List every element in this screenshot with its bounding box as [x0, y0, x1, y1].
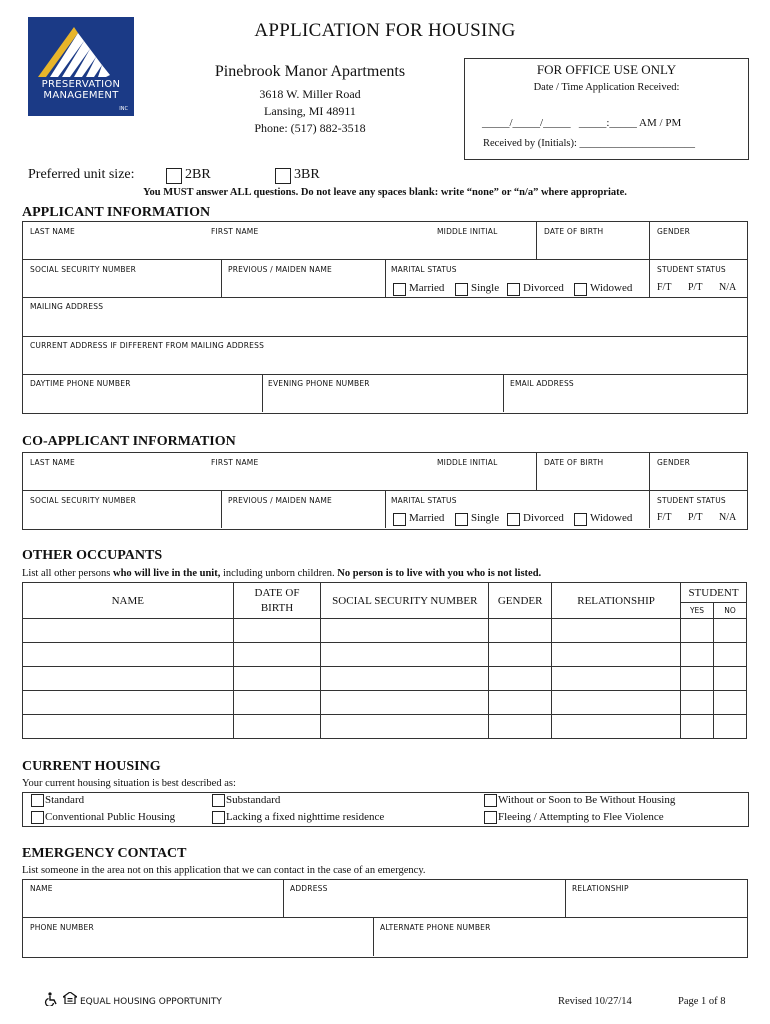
occupants-intro-a: List all other persons — [22, 568, 113, 579]
equal-housing-icon — [63, 992, 77, 1004]
emergency-intro: List someone in the area not on this application that we can contact in the case of an emergency. — [22, 865, 426, 876]
applicant-mailing-label: MAILING ADDRESS — [30, 302, 104, 311]
occupants-row[interactable] — [23, 691, 747, 715]
applicant-student-ft[interactable]: F/T — [657, 282, 672, 293]
coapplicant-ssn-label: SOCIAL SECURITY NUMBER — [30, 496, 137, 505]
housing-conventional-checkbox[interactable] — [31, 811, 44, 824]
occupants-col-name: NAME — [23, 583, 234, 619]
housing-substandard-checkbox[interactable] — [212, 794, 225, 807]
page-title: APPLICATION FOR HOUSING — [254, 20, 516, 41]
occupants-col-dob-line1: DATE OF — [254, 586, 300, 599]
applicant-last-name-label: LAST NAME — [30, 227, 75, 236]
housing-standard-checkbox[interactable] — [31, 794, 44, 807]
occupants-intro-c: including unborn children. — [220, 568, 338, 579]
housing-fleeing-label: Fleeing / Attempting to Flee Violence — [498, 811, 664, 823]
applicant-middle-initial-label: MIDDLE INITIAL — [437, 227, 498, 236]
applicant-student-na[interactable]: N/A — [719, 282, 737, 293]
office-date-label: Date / Time Application Received: — [533, 82, 680, 93]
occupants-row[interactable] — [23, 715, 747, 739]
housing-without-label: Without or Soon to Be Without Housing — [498, 794, 676, 806]
revised-date: Revised 10/27/14 — [558, 996, 632, 1007]
applicant-section-title: APPLICANT INFORMATION — [22, 205, 211, 220]
housing-standard-label: Standard — [45, 794, 85, 806]
applicant-student-label: STUDENT STATUS — [657, 265, 726, 274]
coapplicant-widowed-checkbox[interactable] — [574, 513, 587, 526]
occupants-intro-b: who will live in the unit, — [112, 568, 221, 579]
coapplicant-marital-label: MARITAL STATUS — [391, 496, 457, 505]
housing-without-checkbox[interactable] — [484, 794, 497, 807]
coapplicant-last-name-label: LAST NAME — [30, 458, 75, 467]
applicant-eve-phone-label: EVENING PHONE NUMBER — [268, 379, 370, 388]
applicant-dob-label: DATE OF BIRTH — [544, 227, 604, 236]
emergency-relationship-label: RELATIONSHIP — [572, 884, 629, 893]
housing-lacking-label: Lacking a fixed nighttime residence — [226, 811, 385, 823]
office-use-title: FOR OFFICE USE ONLY — [536, 62, 677, 77]
coapplicant-gender-label: GENDER — [657, 458, 691, 467]
coapplicant-single-checkbox[interactable] — [455, 513, 468, 526]
emergency-form-box — [22, 879, 748, 958]
property-address-1: 3618 W. Miller Road — [259, 87, 361, 101]
housing-lacking-checkbox[interactable] — [212, 811, 225, 824]
property-name: Pinebrook Manor Apartments — [214, 63, 406, 80]
occupants-col-yes: YES — [681, 603, 714, 619]
occupants-col-no: NO — [713, 603, 746, 619]
logo-line3: INC — [119, 106, 128, 112]
applicant-prev-name-label: PREVIOUS / MAIDEN NAME — [228, 265, 332, 274]
occupants-col-ssn: SOCIAL SECURITY NUMBER — [321, 583, 489, 619]
coapplicant-dob-label: DATE OF BIRTH — [544, 458, 604, 467]
unit-2br-label: 2BR — [185, 167, 211, 182]
occupants-section-title: OTHER OCCUPANTS — [22, 548, 163, 563]
coapplicant-middle-initial-label: MIDDLE INITIAL — [437, 458, 498, 467]
applicant-student-pt[interactable]: P/T — [688, 282, 703, 293]
office-date-line[interactable]: _____/_____/_____ _____:_____ AM / PM — [482, 117, 682, 129]
coapplicant-student-na[interactable]: N/A — [719, 512, 737, 523]
coapplicant-divorced-checkbox[interactable] — [507, 513, 520, 526]
housing-fleeing-checkbox[interactable] — [484, 811, 497, 824]
applicant-email-label: EMAIL ADDRESS — [510, 379, 574, 388]
emergency-alt-phone-label: ALTERNATE PHONE NUMBER — [380, 923, 491, 932]
coapplicant-single-label: Single — [471, 512, 500, 524]
unit-3br-label: 3BR — [294, 167, 320, 182]
occupants-row[interactable] — [23, 667, 747, 691]
housing-substandard-label: Substandard — [226, 794, 281, 806]
occupants-col-dob-line2: BIRTH — [260, 601, 294, 614]
housing-intro: Your current housing situation is best described as: — [22, 778, 236, 789]
office-received-by[interactable]: Received by (Initials): ______________________ — [483, 138, 696, 149]
occupants-col-dob — [233, 583, 321, 619]
occupants-col-student: STUDENT — [681, 583, 747, 603]
applicant-ssn-label: SOCIAL SECURITY NUMBER — [30, 265, 137, 274]
emergency-phone-label: PHONE NUMBER — [30, 923, 94, 932]
applicant-divorced-checkbox[interactable] — [507, 283, 520, 296]
property-address-2: Lansing, MI 48911 — [264, 104, 356, 118]
occupants-row[interactable] — [23, 619, 747, 643]
applicant-day-phone-label: DAYTIME PHONE NUMBER — [30, 379, 131, 388]
equal-housing-text: EQUAL HOUSING OPPORTUNITY — [80, 997, 222, 1007]
applicant-married-checkbox[interactable] — [393, 283, 406, 296]
unit-3br-checkbox[interactable] — [275, 168, 291, 184]
applicant-gender-label: GENDER — [657, 227, 691, 236]
applicant-single-label: Single — [471, 282, 500, 294]
occupants-intro-d: No person is to live with you who is not listed. — [337, 568, 542, 579]
page-number: Page 1 of 8 — [678, 996, 726, 1007]
applicant-current-address-label: CURRENT ADDRESS IF DIFFERENT FROM MAILING ADDRESS — [30, 341, 265, 350]
occupants-col-gender: GENDER — [489, 583, 552, 619]
coapplicant-student-ft[interactable]: F/T — [657, 512, 672, 523]
applicant-form-box — [22, 221, 748, 414]
coapplicant-student-label: STUDENT STATUS — [657, 496, 726, 505]
unit-size-label: Preferred unit size: — [28, 167, 135, 182]
coapplicant-student-pt[interactable]: P/T — [688, 512, 703, 523]
coapplicant-widowed-label: Widowed — [590, 512, 633, 524]
coapplicant-married-label: Married — [409, 512, 445, 524]
occupants-table — [22, 582, 747, 739]
applicant-first-name-label: FIRST NAME — [211, 227, 259, 236]
coapplicant-prev-name-label: PREVIOUS / MAIDEN NAME — [228, 496, 332, 505]
applicant-divorced-label: Divorced — [523, 282, 564, 294]
occupants-intro — [22, 568, 541, 579]
applicant-widowed-checkbox[interactable] — [574, 283, 587, 296]
occupants-col-relationship: RELATIONSHIP — [552, 583, 681, 619]
wheelchair-icon — [44, 992, 58, 1006]
housing-conventional-label: Conventional Public Housing — [45, 811, 176, 823]
emergency-name-label: NAME — [30, 884, 53, 893]
property-phone: Phone: (517) 882-3518 — [254, 121, 366, 135]
logo-line1: PRESERVATION — [41, 79, 121, 90]
applicant-single-checkbox[interactable] — [455, 283, 468, 296]
coapplicant-section-title: CO-APPLICANT INFORMATION — [22, 434, 236, 449]
applicant-marital-label: MARITAL STATUS — [391, 265, 457, 274]
logo-line2: MANAGEMENT — [43, 90, 119, 101]
unit-2br-checkbox[interactable] — [166, 168, 182, 184]
emergency-section-title: EMERGENCY CONTACT — [22, 846, 187, 861]
occupants-row[interactable] — [23, 643, 747, 667]
applicant-widowed-label: Widowed — [590, 282, 633, 294]
coapplicant-married-checkbox[interactable] — [393, 513, 406, 526]
instructions-text: You MUST answer ALL questions. Do not leave any spaces blank: write “none” or “n/a” where appropriate. — [143, 187, 627, 198]
coapplicant-divorced-label: Divorced — [523, 512, 564, 524]
coapplicant-first-name-label: FIRST NAME — [211, 458, 259, 467]
emergency-address-label: ADDRESS — [290, 884, 328, 893]
applicant-married-label: Married — [409, 282, 445, 294]
housing-section-title: CURRENT HOUSING — [22, 759, 161, 774]
